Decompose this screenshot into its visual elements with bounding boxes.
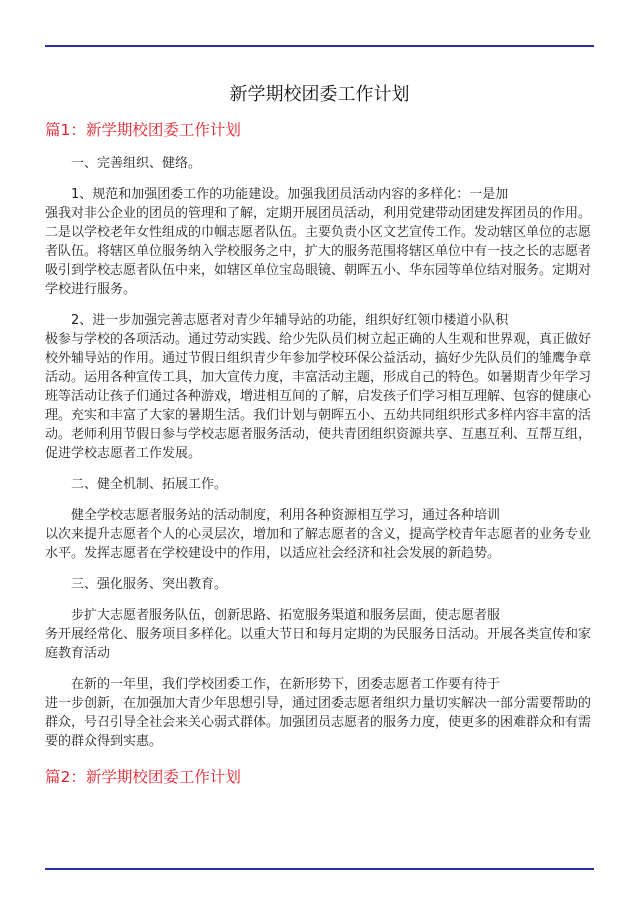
paragraph bbox=[45, 311, 594, 463]
subsection-heading bbox=[45, 475, 594, 494]
header-rule bbox=[45, 45, 594, 47]
paragraph-body: 极参与学校的各项活动。通过劳动实践、给少先队员们树立起正确的人生观和世界观，真正做好校外辅导站的作用。通过节假日组织青少年参加学校环保公益活动，搞好少先队员们的雏鹰争章活动。运用各种宣传工具，加大宣传力度，丰富活动主题，形成自己的特色。如暑期青少年学习班等活动让孩子们通过各种游戏，增进相互间的了解，启发孩子们学习相互理解、包容的健康心理。充实和丰富了大家的暑期生活。我们计划与朝晖五小、五幼共同组织形式多样内容丰富的活动。老师利用节假日参与学校志愿者服务活动，使共青团组织资源共享、互惠互利、互帮互组，促进学校志愿者工作发展。 bbox=[45, 332, 592, 461]
paragraph-first-line: 三、强化服务、突出教育。 bbox=[71, 577, 228, 592]
paragraph-first-line: 步扩大志愿者服务队伍，创新思路、拓宽服务渠道和服务层面，使志愿者服 bbox=[71, 608, 501, 623]
subsection-heading bbox=[45, 575, 594, 594]
section-2-heading: 篇2：新学期校团委工作计划 bbox=[45, 768, 241, 786]
document-body bbox=[45, 82, 594, 789]
section-1-heading: 篇1：新学期校团委工作计划 bbox=[45, 121, 241, 139]
paragraph-body: 进一步创新，在加强加大青少年思想引导，通过团委志愿者组织力量切实解决一部分需要帮助的群众，号召引导全社会来关心弱式群体。加强团员志愿者的服务力度，使更多的困难群众和有需要的群众得到实惠。 bbox=[45, 696, 592, 749]
paragraph bbox=[45, 675, 594, 751]
paragraph bbox=[45, 606, 594, 663]
paragraph-first-line: 1、规范和加强团委工作的功能建设。加强我团员活动内容的多样化：一是加 bbox=[71, 187, 509, 202]
paragraph-first-line: 2、进一步加强完善志愿者对青少年辅导站的功能，组织好红领巾楼道小队积 bbox=[71, 313, 509, 328]
paragraph-first-line: 在新的一年里，我们学校团委工作，在新形势下，团委志愿者工作要有待于 bbox=[71, 677, 501, 692]
paragraph bbox=[45, 506, 594, 563]
paragraph-first-line: 一、完善组织、健络。 bbox=[71, 156, 202, 171]
paragraph-first-line: 健全学校志愿者服务站的活动制度，利用各种资源相互学习，通过各种培训 bbox=[71, 508, 501, 523]
paragraph-body: 务开展经常化、服务项目多样化。以重大节日和每月定期的为民服务日活动。开展各类宣传和家庭教育活动 bbox=[45, 627, 592, 661]
footer-rule bbox=[45, 868, 594, 870]
paragraph bbox=[45, 185, 594, 299]
paragraph-first-line: 二、健全机制、拓展工作。 bbox=[71, 477, 228, 492]
section-1-content bbox=[45, 154, 594, 751]
subsection-heading bbox=[45, 154, 594, 173]
document-title: 新学期校团委工作计划 bbox=[229, 84, 410, 105]
paragraph-body: 强我对非公企业的团员的管理和了解，定期开展团员活动，利用党建带动团建发挥团员的作用。二是以学校老年女性组成的巾帼志愿者队伍。主要负责小区文艺宣传工作。发动辖区单位的志愿者队伍。将辖区单位服务纳入学校服务之中，扩大的服务范围将辖区单位中有一技之长的志愿者吸引到学校志愿者队伍中来，如辖区单位宝岛眼镜、朝晖五小、华东园等单位结对服务。定期对学校进行服务。 bbox=[45, 206, 592, 297]
paragraph-body: 以次来提升志愿者个人的心灵层次，增加和了解志愿者的含义，提高学校青年志愿者的业务专业水平。发挥志愿者在学校建设中的作用，以适应社会经济和社会发展的新趋势。 bbox=[45, 527, 592, 561]
